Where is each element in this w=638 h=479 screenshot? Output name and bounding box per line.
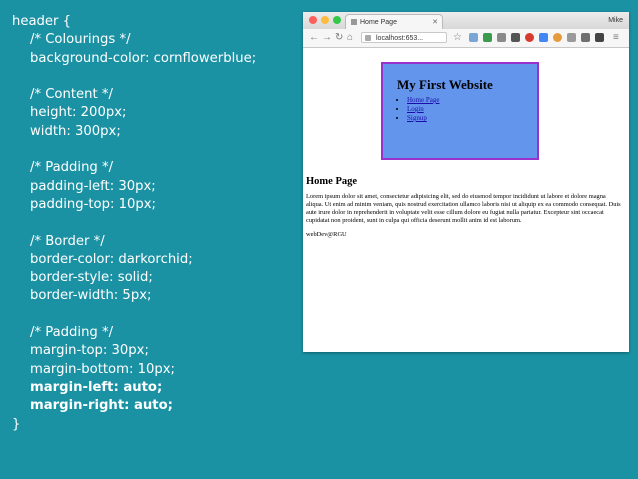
code-line: padding-left: 30px;: [30, 178, 156, 194]
code-line: background-color: cornflowerblue;: [30, 50, 257, 66]
star-icon[interactable]: ☆: [453, 32, 462, 43]
extension-icon[interactable]: [553, 33, 562, 42]
code-line: /* Content */: [30, 87, 113, 103]
extension-icon[interactable]: [595, 33, 604, 42]
code-line: border-width: 5px;: [30, 288, 152, 304]
extension-icon[interactable]: [525, 33, 534, 42]
code-line: /* Padding */: [30, 325, 114, 341]
address-bar[interactable]: [361, 32, 447, 43]
code-line: border-style: solid;: [30, 270, 153, 286]
extension-icon[interactable]: [483, 33, 492, 42]
close-window-button[interactable]: [309, 16, 317, 24]
code-line: height: 200px;: [30, 105, 127, 121]
code-line: [12, 214, 256, 232]
title-bar: [303, 12, 629, 29]
footer-text: webDev@RGU: [306, 231, 347, 238]
nav-link-login[interactable]: Login: [407, 105, 424, 113]
nav-item: [407, 105, 439, 114]
site-header: [381, 62, 539, 160]
extension-icon[interactable]: [567, 33, 576, 42]
nav-list: [393, 96, 439, 123]
favicon-icon: [351, 19, 357, 25]
forward-arrow-icon[interactable]: →: [322, 32, 332, 43]
code-line: margin-left: auto;: [30, 379, 163, 395]
code-line: border-color: darkorchid;: [30, 251, 193, 267]
browser-window: [303, 12, 629, 352]
back-arrow-icon[interactable]: ←: [309, 32, 319, 43]
nav-item: [407, 96, 439, 105]
css-code-listing: [12, 13, 256, 434]
page-icon: [365, 35, 371, 41]
code-line: padding-top: 10px;: [30, 196, 156, 212]
code-line: /* Border */: [30, 233, 105, 249]
code-line: margin-top: 30px;: [30, 343, 149, 359]
extension-icon[interactable]: [539, 33, 548, 42]
code-line: [12, 306, 256, 324]
extension-icon[interactable]: [497, 33, 506, 42]
nav-link-signup[interactable]: Signup: [407, 114, 427, 122]
menu-icon[interactable]: ≡: [613, 32, 619, 43]
minimize-window-button[interactable]: [321, 16, 329, 24]
url-text: localhost:653...: [376, 35, 424, 42]
code-line: /* Padding */: [30, 160, 114, 176]
reload-icon[interactable]: ↻: [335, 32, 344, 43]
code-line: /* Colourings */: [30, 32, 131, 48]
tab-home-page[interactable]: [345, 14, 443, 30]
maximize-window-button[interactable]: [333, 16, 341, 24]
extension-icon[interactable]: [511, 33, 520, 42]
code-line: [12, 68, 256, 86]
close-tab-icon[interactable]: ✕: [432, 19, 438, 26]
site-title: My First Website: [397, 77, 493, 92]
browser-toolbar: [303, 29, 629, 48]
home-icon[interactable]: ⌂: [347, 32, 354, 43]
extension-icon[interactable]: [581, 33, 590, 42]
code-line: margin-right: auto;: [30, 398, 173, 414]
lorem-paragraph: Lorem ipsum dolor sit amet, consectetur adipisicing elit, sed do eiusmod tempor incididunt ut labore et dolore magna aliqua. Ut enim ad minim veniam, quis nostrud exercitation ullamco laboris nisi ut aliquip ex ea commodo consequat. Duis aute irure dolor in reprehenderit in voluptate velit esse cillum dolore eu fugiat nulla pariatur. Excepteur sint occaecat cupidatat non proident, sunt in culpa qui officia deserunt mollit anim id est laborum.: [306, 193, 621, 224]
code-line: [12, 141, 256, 159]
code-line: margin-bottom: 10px;: [30, 361, 175, 377]
tab-title: Home Page: [360, 19, 397, 26]
code-line: }: [12, 416, 21, 432]
nav-item: [407, 114, 439, 123]
code-line: header {: [12, 14, 72, 29]
page-heading: Home Page: [306, 176, 358, 187]
nav-link-home[interactable]: Home Page: [407, 96, 440, 104]
extension-icon[interactable]: [469, 33, 478, 42]
code-line: width: 300px;: [30, 123, 121, 139]
page-content: [306, 176, 624, 239]
profile-name[interactable]: Mike: [608, 17, 623, 24]
